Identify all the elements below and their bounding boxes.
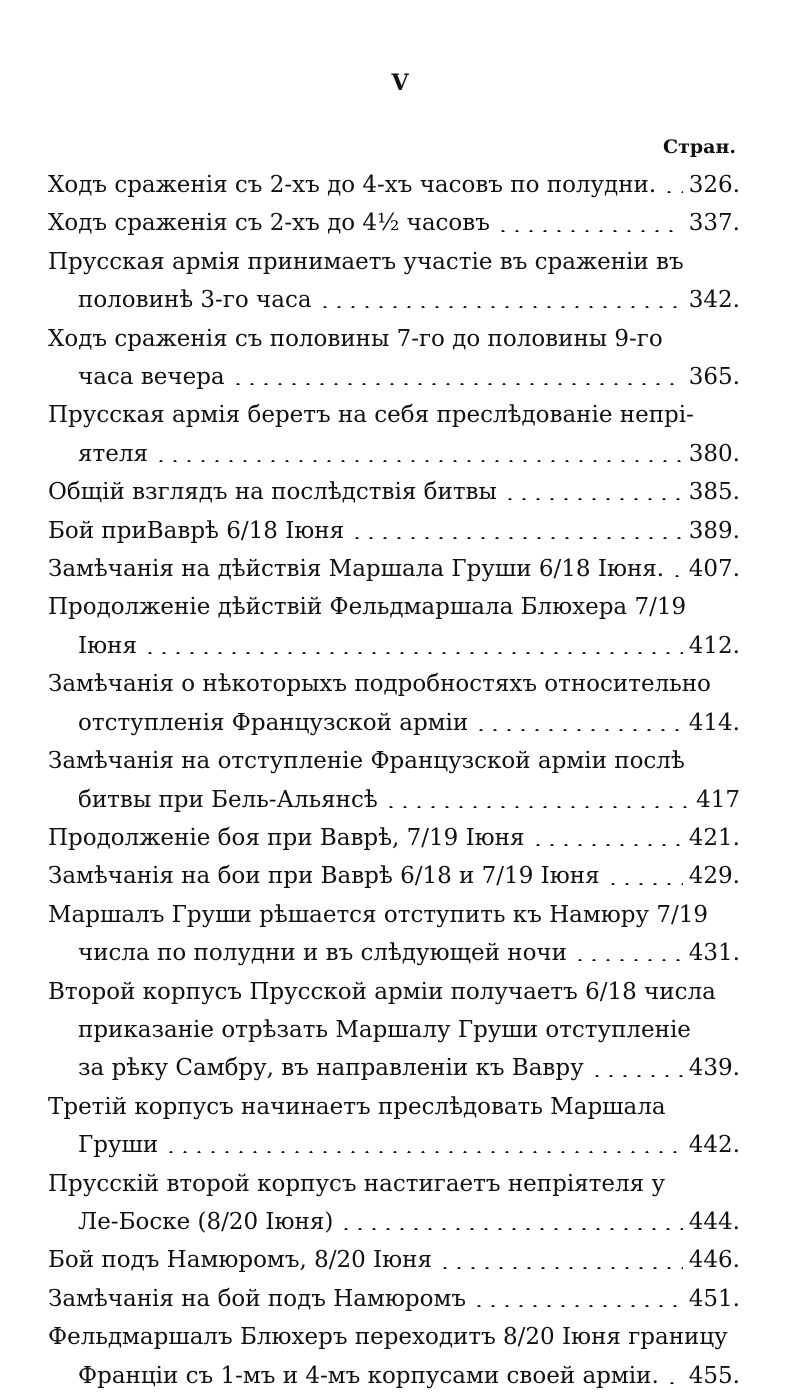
toc-entry-last-line <box>48 704 740 742</box>
dot-leader <box>590 1075 683 1077</box>
toc-entry <box>48 204 740 242</box>
toc-entry-last-line <box>48 819 740 857</box>
dot-leader <box>531 844 683 846</box>
toc-page-number: 326. <box>688 172 740 198</box>
toc-page-number: 385. <box>688 479 740 506</box>
toc-entry <box>48 857 740 895</box>
dot-leader <box>384 806 690 808</box>
toc-page-number: 417 <box>696 786 740 813</box>
toc-entry-line <box>48 1318 740 1356</box>
toc-entry <box>48 512 740 550</box>
toc-entry-line <box>48 320 740 358</box>
toc-entry-last-line <box>48 435 740 473</box>
toc-entry-text: битвы при Бель-Альянсѣ <box>78 786 378 813</box>
toc-entry-last-line <box>48 550 740 588</box>
dot-leader <box>438 1267 683 1269</box>
toc-entry <box>48 1088 740 1165</box>
toc-page-number: 407. <box>688 556 740 583</box>
toc-page-number: 414. <box>688 709 740 736</box>
toc-entry-text: числа по полудни и въ слѣдующей ночи <box>78 940 567 967</box>
toc-entry <box>48 973 740 1088</box>
toc-entry-last-line <box>48 1241 740 1279</box>
toc-page-number: 431. <box>688 940 740 967</box>
toc-entry-text: часа вечера <box>78 364 225 391</box>
toc-page-number: 451. <box>688 1285 740 1312</box>
toc-entry-text: Франціи съ 1-мъ и 4-мъ корпусами своей арміи. <box>78 1362 659 1389</box>
toc-entry-last-line <box>48 512 740 550</box>
page-number: V <box>391 70 409 96</box>
toc-entry-last-line <box>48 1126 740 1164</box>
toc-page-number: 446. <box>688 1247 740 1274</box>
toc-entry-text: Замѣчанія на отступленіе Французской арміи послѣ <box>48 748 685 775</box>
toc-entry <box>48 320 740 397</box>
toc-entry-last-line <box>48 1049 740 1087</box>
toc-entry <box>48 1280 740 1318</box>
dot-leader <box>503 498 683 500</box>
toc-entry-text: Груши <box>78 1132 159 1159</box>
toc-entry-line <box>48 742 740 780</box>
dot-leader <box>662 191 683 193</box>
toc-entry-line <box>48 1165 740 1203</box>
toc-entry-text: Бой приВаврѣ 6/18 Іюня <box>48 517 345 544</box>
toc-entry <box>48 819 740 857</box>
toc-entry-last-line <box>48 627 740 665</box>
toc-entry-text: приказаніе отрѣзать Маршалу Груши отступленіе <box>78 1016 691 1043</box>
toc-entry <box>48 396 740 473</box>
toc-page-number: 444. <box>688 1208 740 1235</box>
toc-entry-last-line <box>48 857 740 895</box>
toc-entry-text: Бой подъ Намюромъ, 8/20 Іюня <box>48 1247 432 1274</box>
toc-entry-text: Іюня <box>78 632 137 659</box>
page-column-header: Стран. <box>662 136 736 158</box>
toc-page-number: 337. <box>688 210 740 237</box>
dot-leader <box>318 306 683 308</box>
toc-entry-line <box>48 243 740 281</box>
dot-leader <box>350 537 683 539</box>
dot-leader <box>472 1305 683 1307</box>
toc-entry <box>48 742 740 819</box>
toc-entry-line <box>48 665 740 703</box>
dot-leader <box>154 460 683 462</box>
toc-entry-text: Прусская армія беретъ на себя преслѣдованіе непрі- <box>48 402 694 429</box>
toc-entry-last-line <box>48 1203 740 1241</box>
toc-page-number: 365. <box>688 364 740 391</box>
dot-leader <box>339 1228 682 1230</box>
toc-entry <box>48 243 740 320</box>
toc-entry-last-line <box>48 204 740 242</box>
table-of-contents <box>48 166 740 1395</box>
toc-entry-text: Замѣчанія на бой подъ Намюромъ <box>48 1285 466 1312</box>
toc-entry-line <box>48 1088 740 1126</box>
toc-entry-last-line <box>48 934 740 972</box>
dot-leader <box>474 729 683 731</box>
toc-page-number: 455. <box>688 1362 740 1389</box>
toc-entry-text: Ходъ сраженія съ 2-хъ до 4-хъ часовъ по полудни. <box>48 172 657 198</box>
toc-entry <box>48 166 740 204</box>
dot-leader <box>231 383 683 385</box>
toc-entry-last-line <box>48 1280 740 1318</box>
toc-entry-last-line <box>48 781 740 819</box>
dot-leader <box>164 1151 683 1153</box>
dot-leader <box>573 959 683 961</box>
toc-entry-text: за рѣку Самбру, въ направленіи къ Вавру <box>78 1055 584 1082</box>
toc-entry-line <box>48 588 740 626</box>
toc-entry-text: Продолженіе дѣйствій Фельдмаршала Блюхера 7/19 <box>48 594 687 621</box>
dot-leader <box>143 652 683 654</box>
toc-entry-text: Ходъ сраженія съ 2-хъ до 4½ часовъ <box>48 210 490 237</box>
toc-entry-text: половинѣ 3-го часа <box>78 287 312 314</box>
toc-page-number: 342. <box>688 287 740 314</box>
toc-page-number: 442. <box>688 1132 740 1159</box>
toc-entry <box>48 1318 740 1395</box>
toc-page-number: 429. <box>688 863 740 890</box>
toc-page-number: 439. <box>688 1055 740 1082</box>
toc-entry-text: Замѣчанія на дѣйствія Маршала Груши 6/18 Іюня. <box>48 556 665 583</box>
toc-page-number: 412. <box>688 632 740 659</box>
toc-entry-last-line <box>48 358 740 396</box>
toc-entry-line <box>48 396 740 434</box>
toc-entry-last-line <box>48 281 740 319</box>
toc-entry-text: отступленія Французской арміи <box>78 709 469 736</box>
toc-entry-text: Ходъ сраженія съ половины 7-го до половины 9-го <box>48 325 663 352</box>
toc-entry <box>48 473 740 511</box>
toc-entry-text: Маршалъ Груши рѣшается отступить къ Намюру 7/19 <box>48 901 709 928</box>
toc-entry <box>48 665 740 742</box>
toc-page-number: 389. <box>688 517 740 544</box>
toc-entry-line <box>48 1011 740 1049</box>
toc-entry <box>48 1241 740 1279</box>
toc-page-number: 380. <box>688 440 740 467</box>
dot-leader <box>496 230 683 232</box>
toc-entry-text: ятеля <box>78 440 148 467</box>
toc-entry-text: Фельдмаршалъ Блюхеръ переходитъ 8/20 Іюня границу <box>48 1324 728 1351</box>
toc-entry-text: Замѣчанія на бои при Ваврѣ 6/18 и 7/19 Іюня <box>48 863 600 890</box>
toc-entry-last-line <box>48 166 740 204</box>
toc-entry-line <box>48 973 740 1011</box>
toc-entry-text: Прусскій второй корпусъ настигаетъ непріятеля у <box>48 1170 665 1197</box>
dot-leader <box>665 1382 683 1384</box>
toc-entry <box>48 550 740 588</box>
toc-entry-text: Общій взглядъ на послѣдствія битвы <box>48 479 497 506</box>
toc-entry-text: Второй корпусъ Прусской арміи получаетъ 6/18 числа <box>48 978 716 1005</box>
dot-leader <box>670 575 683 577</box>
toc-entry-text: Прусская армія принимаетъ участіе въ сраженіи въ <box>48 248 684 275</box>
toc-entry <box>48 588 740 665</box>
toc-entry-text: Третій корпусъ начинаетъ преслѣдовать Маршала <box>48 1093 666 1120</box>
toc-entry <box>48 1165 740 1242</box>
dot-leader <box>606 883 683 885</box>
toc-entry-text: Замѣчанія о нѣкоторыхъ подробностяхъ относительно <box>48 671 711 698</box>
toc-entry-last-line <box>48 1357 740 1395</box>
toc-entry-text: Ле-Боске (8/20 Іюня) <box>78 1208 334 1235</box>
toc-entry-last-line <box>48 473 740 511</box>
toc-entry-line <box>48 896 740 934</box>
toc-entry <box>48 896 740 973</box>
toc-page-number: 421. <box>688 824 740 851</box>
toc-entry-text: Продолженіе боя при Ваврѣ, 7/19 Іюня <box>48 824 525 851</box>
